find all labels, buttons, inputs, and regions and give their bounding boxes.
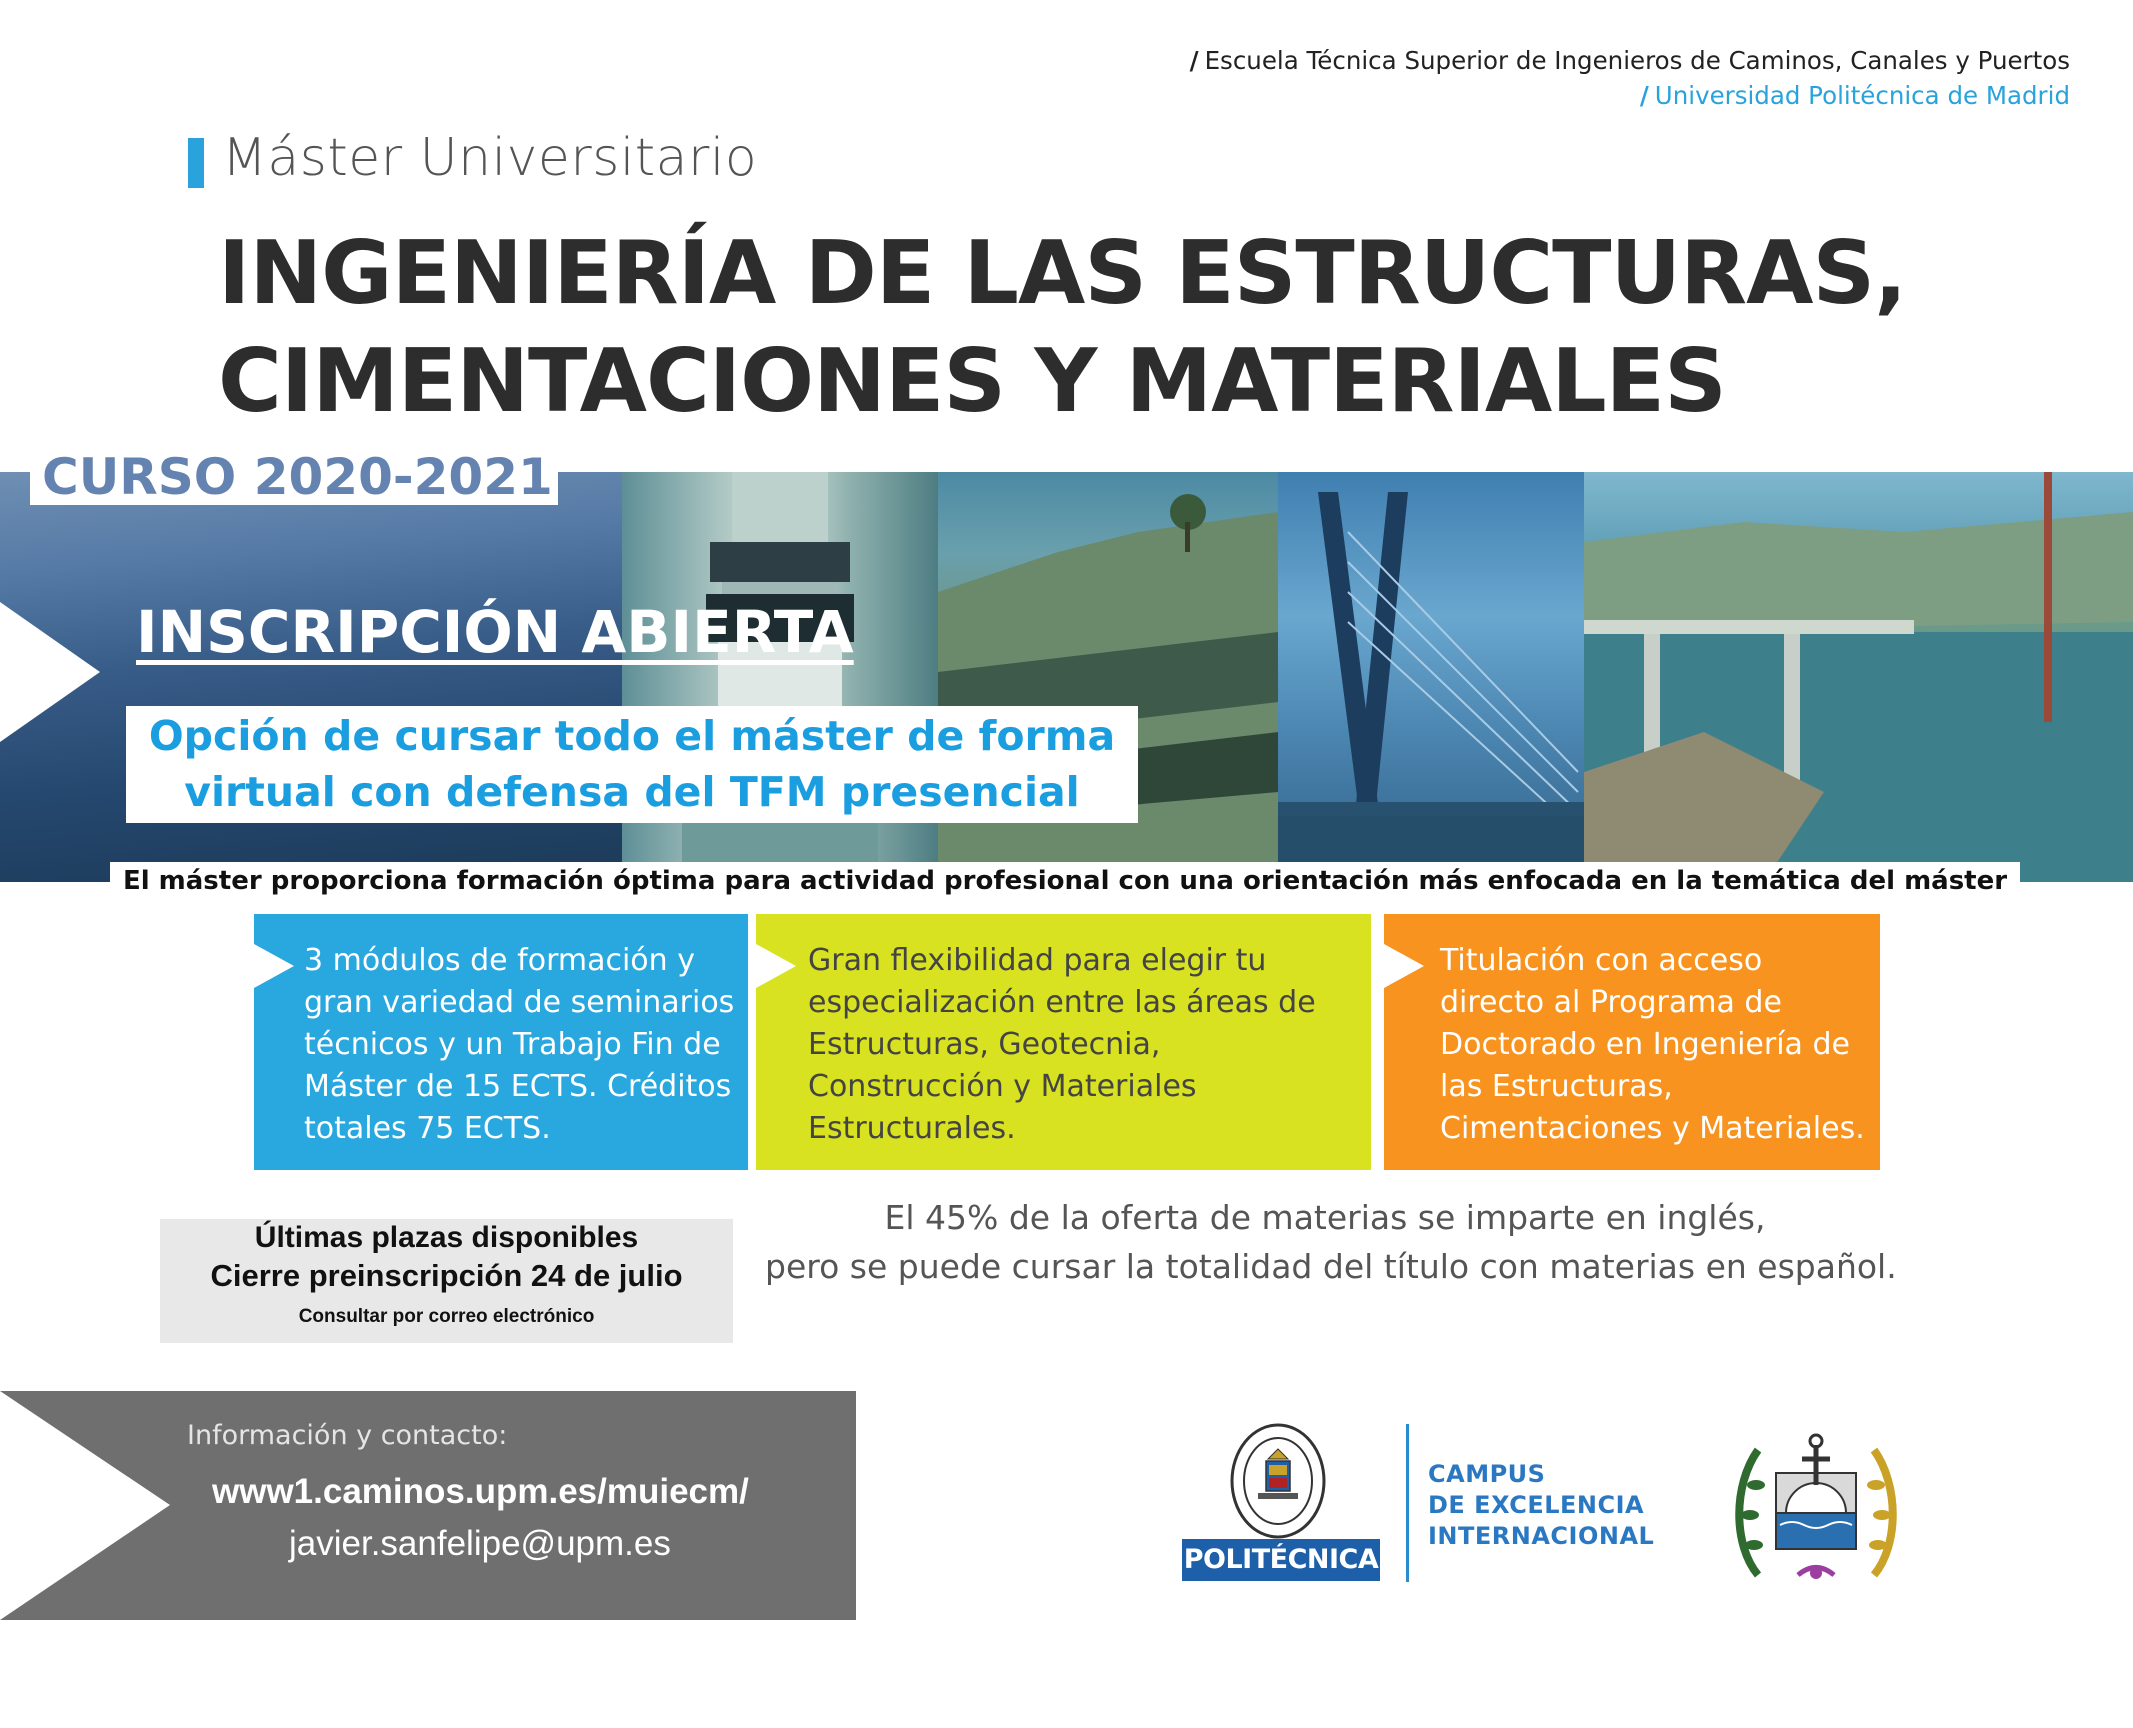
virtual-option-line2: virtual con defensa del TFM presencial bbox=[184, 768, 1080, 816]
feature-text: 3 módulos de formación y gran variedad de seminarios técnicos y un Trabajo Fin de Máster de 15 ECTS. Créditos totales 75 ECTS. bbox=[304, 943, 735, 1146]
program-title-line2: CIMENTACIONES Y MATERIALES bbox=[218, 330, 1726, 432]
upm-seal-icon bbox=[1228, 1421, 1328, 1541]
email-link[interactable]: javier.sanfelipe@upm.es bbox=[289, 1524, 671, 1563]
feature-text: Gran flexibilidad para elegir tu especialización entre las áreas de Estructuras, Geotecnia, Construcción y Materiales Estructurales. bbox=[808, 943, 1316, 1146]
campus-line2: DE EXCELENCIA bbox=[1428, 1491, 1645, 1519]
tagline: El máster proporciona formación óptima para actividad profesional con una orientación más enfocada en la temática del máster bbox=[122, 866, 2008, 896]
pre-registration-deadline: Cierre preinscripción 24 de julio bbox=[210, 1258, 683, 1293]
virtual-option-line1: Opción de cursar todo el máster de forma bbox=[148, 712, 1116, 760]
upm-badge: POLITÉCNICA bbox=[1182, 1539, 1380, 1581]
school-name bbox=[1190, 46, 2070, 75]
website-link[interactable]: www1.caminos.upm.es/muiecm/ bbox=[212, 1472, 749, 1511]
feature-modules bbox=[254, 914, 748, 1170]
program-accent-bar bbox=[188, 138, 204, 188]
program-type: Máster Universitario bbox=[222, 128, 758, 188]
last-places: Últimas plazas disponibles bbox=[254, 1221, 639, 1254]
registration-open: INSCRIPCIÓN ABIERTA bbox=[136, 598, 854, 666]
feature-text: Titulación con acceso directo al Programa de Doctorado en Ingeniería de las Estructuras, Cimentaciones y Materiales. bbox=[1440, 943, 1865, 1146]
chevron-right-icon bbox=[1384, 944, 1424, 988]
slash-mark: / bbox=[1639, 81, 1649, 110]
campus-line1: CAMPUS bbox=[1428, 1460, 1546, 1488]
campus-line3: INTERNACIONAL bbox=[1428, 1522, 1655, 1550]
chevron-right-icon bbox=[254, 944, 294, 988]
feature-flexibility bbox=[756, 914, 1371, 1170]
bridge-pylon-graphic bbox=[1278, 472, 1584, 882]
slash-mark: / bbox=[1189, 46, 1199, 75]
program-title-line1: INGENIERÍA DE LAS ESTRUCTURAS, bbox=[218, 222, 1907, 324]
caminos-emblem-icon bbox=[1728, 1425, 1904, 1597]
feature-doctorate bbox=[1384, 914, 1880, 1170]
language-note-line2: pero se puede cursar la totalidad del título con materias en español. bbox=[765, 1247, 1897, 1286]
course-year: CURSO 2020-2021 bbox=[42, 448, 553, 506]
contact-label: Información y contacto: bbox=[187, 1420, 508, 1451]
email-consult-note: Consultar por correo electrónico bbox=[298, 1306, 595, 1327]
university-name-text: Universidad Politécnica de Madrid bbox=[1654, 81, 2070, 110]
chevron-right-icon bbox=[756, 944, 796, 988]
cable-stayed-bridge-photo bbox=[1278, 472, 1584, 882]
banner-arrow-shape bbox=[0, 602, 100, 742]
language-note-line1: El 45% de la oferta de materias se imparte en inglés, bbox=[884, 1198, 1766, 1237]
logo-divider bbox=[1406, 1424, 1409, 1582]
bridge-construction-photo bbox=[1584, 472, 2133, 882]
contact-arrow-shape bbox=[0, 1391, 170, 1620]
university-name bbox=[1640, 81, 2070, 110]
viaduct-graphic bbox=[1584, 472, 2133, 882]
school-name-text: Escuela Técnica Superior de Ingenieros de Caminos, Canales y Puertos bbox=[1204, 46, 2070, 75]
